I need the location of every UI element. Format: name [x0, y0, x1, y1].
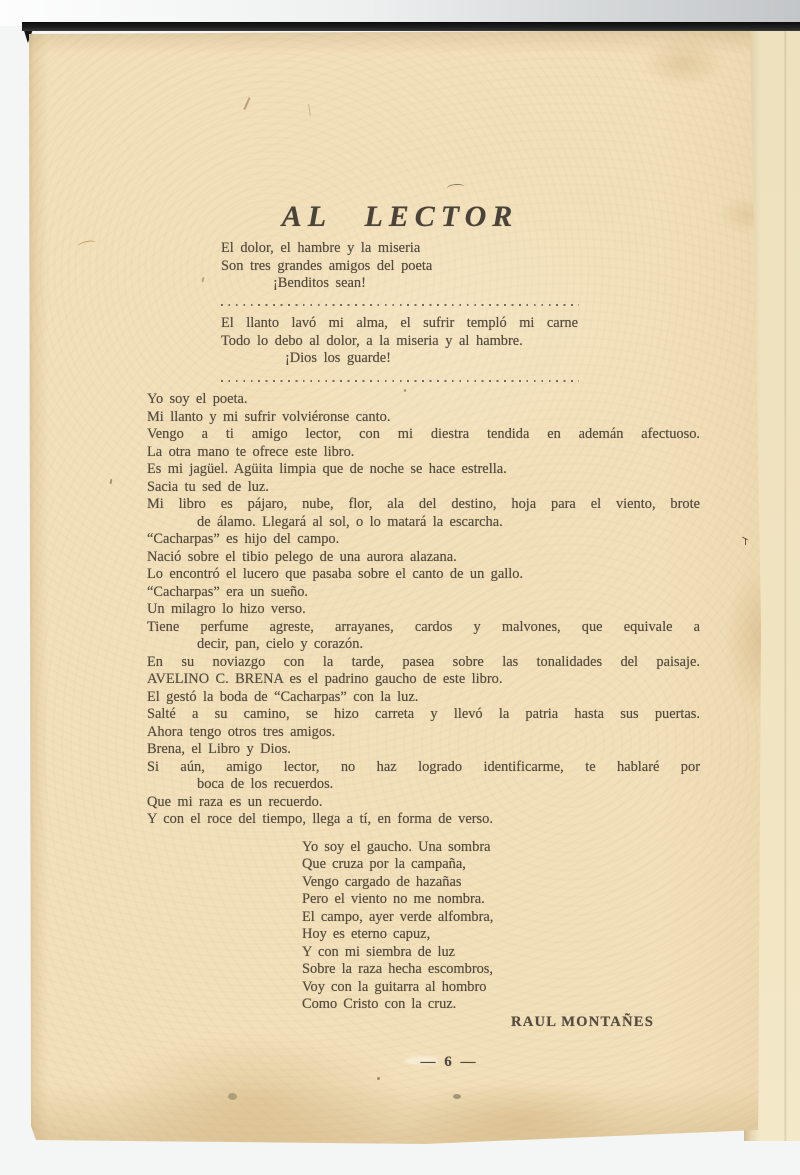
paper-fiber-mark	[308, 104, 311, 116]
author-signature: RAUL MONTAÑES	[511, 1014, 655, 1030]
poem-line: Que cruza por la campaña,	[302, 856, 466, 873]
body-line: decir, pan, cielo y corazón.	[197, 636, 364, 652]
epigraph-line: El dolor, el hambre y la miseria	[221, 240, 421, 256]
poem-line: El campo, ayer verde alfombra,	[302, 908, 494, 925]
epigraph-first	[221, 240, 432, 293]
poem-line: Y con mi siembra de luz	[302, 943, 456, 960]
body-line: La otra mano te ofrece este libro.	[147, 443, 355, 460]
body-line: Mi llanto y mi sufrir volviéronse canto.	[147, 408, 391, 425]
page-number: — 6 —	[420, 1054, 476, 1070]
page-title: AL LECTOR	[281, 200, 519, 233]
pencil-mark	[77, 239, 96, 250]
epigraph-second	[221, 315, 578, 368]
epigraph-line: Son tres grandes amigos del poeta	[221, 257, 433, 274]
poem-line: Voy con la guitarra al hombro	[302, 978, 487, 995]
ink-speck	[201, 277, 204, 282]
body-line: “Cacharpas” es hijo del campo.	[147, 531, 340, 547]
ink-speck	[742, 538, 748, 545]
poem-line: Yo soy el gaucho. Una sombra	[302, 839, 491, 855]
body-text	[147, 391, 700, 829]
body-line: Brena, el Libro y Dios.	[147, 741, 291, 757]
paper-smudge	[228, 1093, 237, 1100]
poem-line: Pero el viento no me nombra.	[302, 891, 485, 908]
epigraph-line: ¡Benditos sean!	[273, 275, 366, 292]
poem-line: Vengo cargado de hazañas	[302, 873, 462, 890]
body-line: Ahora tengo otros tres amigos.	[147, 723, 336, 740]
body-line: Vengo a ti amigo lector, con mi diestra tendida en ademán afectuoso.	[147, 426, 700, 442]
body-line: Salté a su camino, se hizo carreta y llevó la patria hasta sus puertas.	[147, 706, 700, 722]
body-line: Que mi raza es un recuerdo.	[147, 793, 323, 810]
body-line: Nació sobre el tibio pelego de una aurora alazana.	[147, 548, 457, 565]
ink-speck	[404, 389, 406, 392]
ink-speck	[110, 479, 113, 484]
paper-smudge	[453, 1094, 461, 1099]
poem-line: Hoy es eterno capuz,	[302, 926, 431, 943]
poem-line: Sobre la raza hecha escombros,	[302, 961, 494, 978]
body-line: El gestó la boda de “Cacharpas” con la luz.	[147, 688, 419, 705]
body-line: “Cacharpas” era un sueño.	[147, 583, 309, 600]
body-line: Y con el roce del tiempo, llega a tí, en forma de verso.	[147, 811, 493, 827]
ink-squiggle-mark	[447, 183, 465, 192]
ink-speck	[377, 1077, 380, 1080]
closing-poem	[302, 839, 493, 1014]
body-line: Mi libro es pájaro, nube, flor, ala del destino, hoja para el viento, brote	[147, 496, 700, 512]
body-line: Es mi jagüel. Agüita limpia que de noche se hace estrella.	[147, 461, 507, 477]
body-line: Tiene perfume agreste, arrayanes, cardos y malvones, que equivale a	[147, 618, 700, 635]
body-line: de álamo. Llegará al sol, o lo matará la escarcha.	[197, 513, 503, 530]
dotted-separator	[221, 380, 579, 382]
body-line: Un milagro lo hizo verso.	[147, 601, 306, 617]
dotted-separator	[221, 304, 579, 306]
epigraph-line: ¡Dios los guarde!	[285, 350, 391, 367]
epigraph-line: Todo lo debo al dolor, a la miseria y al hambre.	[221, 332, 523, 349]
poem-line: Como Cristo con la cruz.	[302, 996, 457, 1013]
body-line: boca de los recuerdos.	[197, 776, 334, 792]
body-line: Lo encontró el lucero que pasaba sobre el canto de un gallo.	[147, 566, 524, 582]
body-line: Yo soy el poeta.	[147, 391, 248, 407]
body-line: En su noviazgo con la tarde, pasea sobre las tonalidades del paisaje.	[147, 653, 700, 670]
epigraph-line: El llanto lavó mi alma, el sufrir templó mi carne	[221, 315, 578, 331]
paper-fiber-mark	[243, 97, 250, 109]
body-line: Si aún, amigo lector, no haz logrado identificarme, te hablaré por	[147, 758, 700, 775]
body-line: AVELINO C. BRENA es el padrino gaucho de este libro.	[147, 671, 503, 687]
body-line: Sacia tu sed de luz.	[147, 478, 269, 495]
